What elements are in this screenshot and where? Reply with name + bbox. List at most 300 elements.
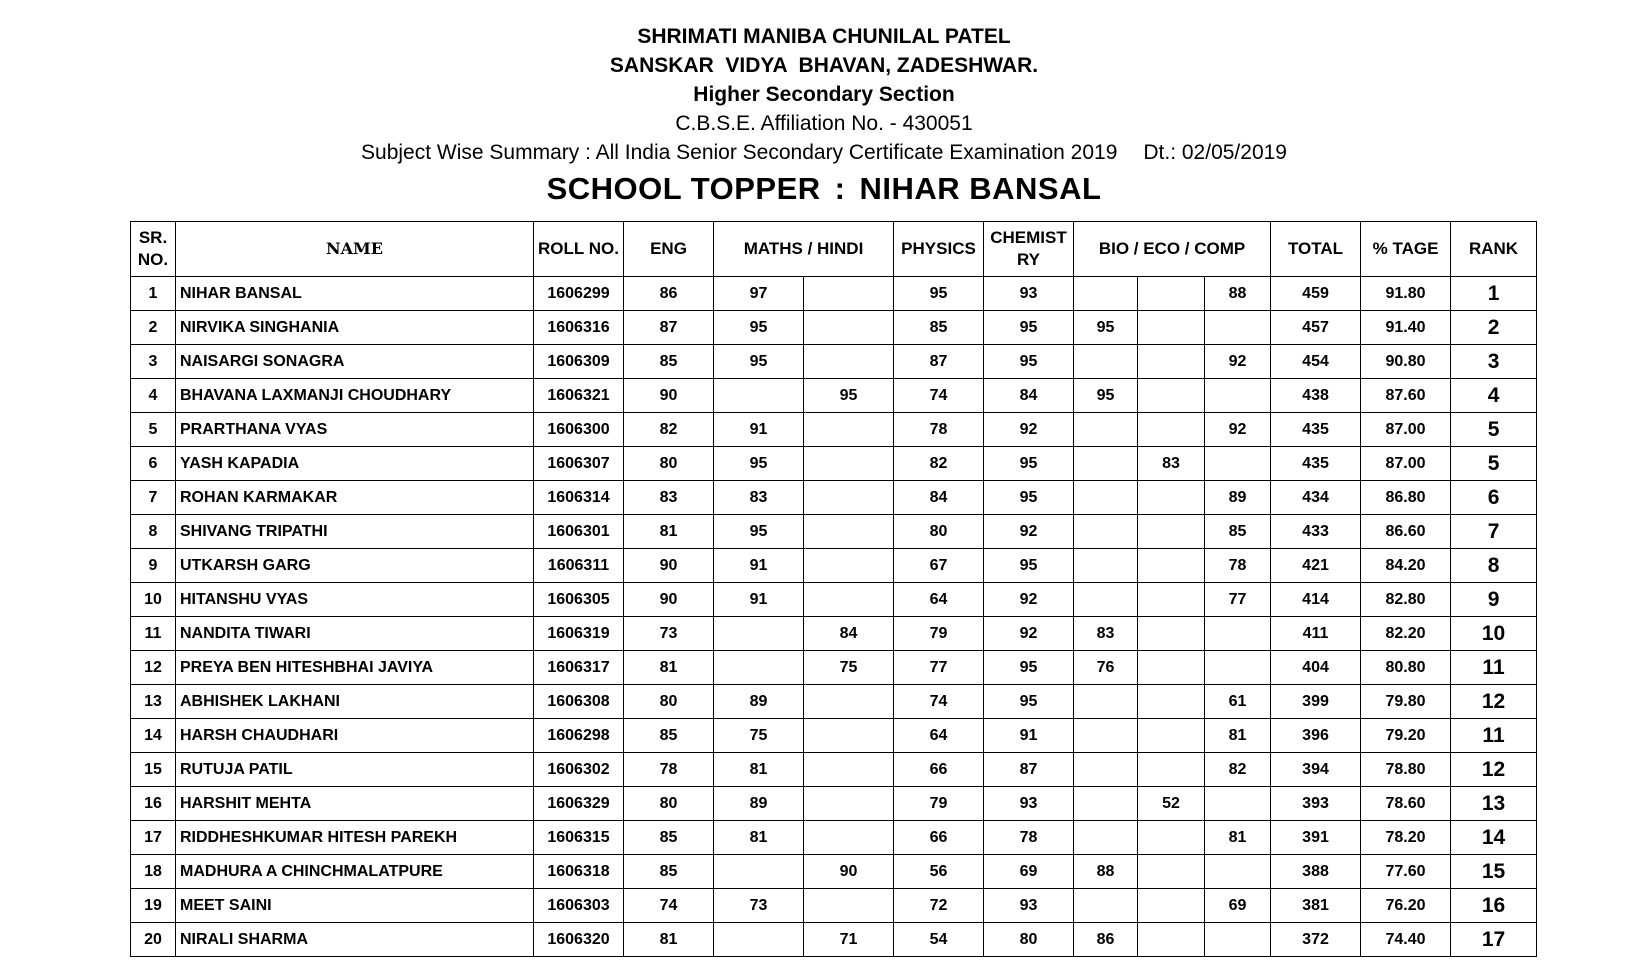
rank-cell: 10	[1451, 617, 1537, 651]
header-maths-hindi: MATHS / HINDI	[714, 222, 894, 277]
comp-marks-cell: 92	[1205, 345, 1271, 379]
roll-no-cell: 1606311	[534, 549, 624, 583]
percentage-cell: 78.20	[1361, 821, 1451, 855]
table-header-row	[131, 222, 1537, 277]
sr-no-cell: 8	[131, 515, 176, 549]
table-row	[131, 277, 1537, 311]
comp-marks-cell	[1205, 923, 1271, 957]
bio-marks-cell	[1074, 277, 1138, 311]
results-table	[130, 221, 1537, 957]
hindi-marks-cell	[804, 277, 894, 311]
percentage-cell: 79.20	[1361, 719, 1451, 753]
roll-no-cell: 1606309	[534, 345, 624, 379]
hindi-marks-cell	[804, 889, 894, 923]
maths-marks-cell	[714, 651, 804, 685]
chemistry-marks-cell: 69	[984, 855, 1074, 889]
rank-cell: 4	[1451, 379, 1537, 413]
sr-no-cell: 5	[131, 413, 176, 447]
total-marks-cell: 457	[1271, 311, 1361, 345]
eng-marks-cell: 74	[624, 889, 714, 923]
percentage-cell: 91.40	[1361, 311, 1451, 345]
chemistry-marks-cell: 93	[984, 277, 1074, 311]
eco-marks-cell	[1138, 889, 1205, 923]
chemistry-marks-cell: 93	[984, 889, 1074, 923]
eng-marks-cell: 85	[624, 719, 714, 753]
percentage-cell: 91.80	[1361, 277, 1451, 311]
hindi-marks-cell	[804, 753, 894, 787]
eng-marks-cell: 85	[624, 821, 714, 855]
rank-cell: 12	[1451, 753, 1537, 787]
percentage-cell: 87.00	[1361, 447, 1451, 481]
comp-marks-cell: 81	[1205, 821, 1271, 855]
student-name-cell: NAISARGI SONAGRA	[176, 345, 534, 379]
total-marks-cell: 394	[1271, 753, 1361, 787]
student-name-cell: UTKARSH GARG	[176, 549, 534, 583]
rank-cell: 2	[1451, 311, 1537, 345]
sr-no-cell: 7	[131, 481, 176, 515]
comp-marks-cell: 85	[1205, 515, 1271, 549]
eng-marks-cell: 83	[624, 481, 714, 515]
header-chemistry: CHEMIST RY	[984, 222, 1074, 277]
hindi-marks-cell	[804, 413, 894, 447]
sr-no-cell: 6	[131, 447, 176, 481]
eco-marks-cell	[1138, 481, 1205, 515]
physics-marks-cell: 67	[894, 549, 984, 583]
rank-cell: 6	[1451, 481, 1537, 515]
hindi-marks-cell: 95	[804, 379, 894, 413]
chemistry-marks-cell: 92	[984, 413, 1074, 447]
eco-marks-cell	[1138, 583, 1205, 617]
sr-no-cell: 20	[131, 923, 176, 957]
physics-marks-cell: 78	[894, 413, 984, 447]
chemistry-marks-cell: 91	[984, 719, 1074, 753]
comp-marks-cell	[1205, 855, 1271, 889]
student-name-cell: ROHAN KARMAKAR	[176, 481, 534, 515]
percentage-cell: 78.60	[1361, 787, 1451, 821]
topper-name: NIHAR BANSAL	[859, 171, 1102, 206]
table-row	[131, 447, 1537, 481]
rank-cell: 13	[1451, 787, 1537, 821]
physics-marks-cell: 56	[894, 855, 984, 889]
student-name-cell: HARSHIT MEHTA	[176, 787, 534, 821]
rank-cell: 9	[1451, 583, 1537, 617]
comp-marks-cell: 69	[1205, 889, 1271, 923]
maths-marks-cell: 91	[714, 413, 804, 447]
hindi-marks-cell: 71	[804, 923, 894, 957]
maths-marks-cell: 97	[714, 277, 804, 311]
maths-marks-cell: 95	[714, 345, 804, 379]
bio-marks-cell	[1074, 719, 1138, 753]
sr-no-cell: 16	[131, 787, 176, 821]
total-marks-cell: 414	[1271, 583, 1361, 617]
chemistry-marks-cell: 84	[984, 379, 1074, 413]
chemistry-marks-cell: 95	[984, 345, 1074, 379]
eco-marks-cell	[1138, 753, 1205, 787]
document-date: Dt.: 02/05/2019	[1143, 141, 1287, 164]
maths-marks-cell: 91	[714, 549, 804, 583]
rank-cell: 16	[1451, 889, 1537, 923]
chemistry-marks-cell: 78	[984, 821, 1074, 855]
hindi-marks-cell	[804, 345, 894, 379]
school-name-line2: SANSKAR VIDYA BHAVAN, ZADESHWAR.	[609, 54, 1039, 77]
maths-marks-cell	[714, 379, 804, 413]
chemistry-marks-cell: 92	[984, 617, 1074, 651]
table-row	[131, 481, 1537, 515]
sr-no-cell: 9	[131, 549, 176, 583]
roll-no-cell: 1606314	[534, 481, 624, 515]
chemistry-marks-cell: 95	[984, 685, 1074, 719]
rank-cell: 5	[1451, 413, 1537, 447]
physics-marks-cell: 54	[894, 923, 984, 957]
sr-no-cell: 17	[131, 821, 176, 855]
bio-marks-cell	[1074, 345, 1138, 379]
percentage-cell: 80.80	[1361, 651, 1451, 685]
student-name-cell: HITANSHU VYAS	[176, 583, 534, 617]
hindi-marks-cell: 75	[804, 651, 894, 685]
comp-marks-cell	[1205, 787, 1271, 821]
table-row	[131, 855, 1537, 889]
header-sr-no: SR. NO.	[131, 222, 176, 277]
hindi-marks-cell	[804, 515, 894, 549]
roll-no-cell: 1606316	[534, 311, 624, 345]
percentage-cell: 78.80	[1361, 753, 1451, 787]
roll-no-cell: 1606320	[534, 923, 624, 957]
comp-marks-cell	[1205, 651, 1271, 685]
comp-marks-cell: 88	[1205, 277, 1271, 311]
eco-marks-cell	[1138, 923, 1205, 957]
physics-marks-cell: 74	[894, 685, 984, 719]
chemistry-marks-cell: 93	[984, 787, 1074, 821]
total-marks-cell: 396	[1271, 719, 1361, 753]
table-row	[131, 889, 1537, 923]
total-marks-cell: 399	[1271, 685, 1361, 719]
total-marks-cell: 459	[1271, 277, 1361, 311]
total-marks-cell: 435	[1271, 413, 1361, 447]
eng-marks-cell: 90	[624, 583, 714, 617]
eco-marks-cell: 52	[1138, 787, 1205, 821]
affiliation-number: C.B.S.E. Affiliation No. - 430051	[675, 112, 973, 135]
total-marks-cell: 433	[1271, 515, 1361, 549]
physics-marks-cell: 95	[894, 277, 984, 311]
student-name-cell: MEET SAINI	[176, 889, 534, 923]
student-name-cell: NIRALI SHARMA	[176, 923, 534, 957]
comp-marks-cell: 77	[1205, 583, 1271, 617]
hindi-marks-cell	[804, 549, 894, 583]
chemistry-marks-cell: 92	[984, 515, 1074, 549]
maths-marks-cell: 81	[714, 821, 804, 855]
total-marks-cell: 435	[1271, 447, 1361, 481]
student-name-cell: PRARTHANA VYAS	[176, 413, 534, 447]
chemistry-marks-cell: 92	[984, 583, 1074, 617]
table-row	[131, 651, 1537, 685]
bio-marks-cell	[1074, 413, 1138, 447]
roll-no-cell: 1606321	[534, 379, 624, 413]
comp-marks-cell: 61	[1205, 685, 1271, 719]
hindi-marks-cell	[804, 821, 894, 855]
eng-marks-cell: 90	[624, 549, 714, 583]
physics-marks-cell: 79	[894, 787, 984, 821]
bio-marks-cell	[1074, 889, 1138, 923]
summary-text: Subject Wise Summary : All India Senior Secondary Certificate Examination 2019	[361, 141, 1118, 164]
total-marks-cell: 411	[1271, 617, 1361, 651]
comp-marks-cell: 89	[1205, 481, 1271, 515]
hindi-marks-cell	[804, 311, 894, 345]
rank-cell: 7	[1451, 515, 1537, 549]
eco-marks-cell: 83	[1138, 447, 1205, 481]
eng-marks-cell: 73	[624, 617, 714, 651]
bio-marks-cell	[1074, 685, 1138, 719]
roll-no-cell: 1606302	[534, 753, 624, 787]
eco-marks-cell	[1138, 719, 1205, 753]
total-marks-cell: 391	[1271, 821, 1361, 855]
total-marks-cell: 438	[1271, 379, 1361, 413]
percentage-cell: 86.80	[1361, 481, 1451, 515]
percentage-cell: 90.80	[1361, 345, 1451, 379]
table-row	[131, 787, 1537, 821]
sr-no-cell: 4	[131, 379, 176, 413]
bio-marks-cell	[1074, 481, 1138, 515]
student-name-cell: RIDDHESHKUMAR HITESH PAREKH	[176, 821, 534, 855]
eng-marks-cell: 81	[624, 651, 714, 685]
table-row	[131, 379, 1537, 413]
sr-no-cell: 15	[131, 753, 176, 787]
bio-marks-cell	[1074, 447, 1138, 481]
eco-marks-cell	[1138, 685, 1205, 719]
bio-marks-cell: 95	[1074, 311, 1138, 345]
maths-marks-cell: 91	[714, 583, 804, 617]
total-marks-cell: 393	[1271, 787, 1361, 821]
rank-cell: 14	[1451, 821, 1537, 855]
eng-marks-cell: 90	[624, 379, 714, 413]
physics-marks-cell: 72	[894, 889, 984, 923]
roll-no-cell: 1606315	[534, 821, 624, 855]
physics-marks-cell: 84	[894, 481, 984, 515]
eco-marks-cell	[1138, 549, 1205, 583]
student-name-cell: BHAVANA LAXMANJI CHOUDHARY	[176, 379, 534, 413]
bio-marks-cell	[1074, 583, 1138, 617]
percentage-cell: 76.20	[1361, 889, 1451, 923]
physics-marks-cell: 79	[894, 617, 984, 651]
hindi-marks-cell	[804, 719, 894, 753]
total-marks-cell: 421	[1271, 549, 1361, 583]
bio-marks-cell: 83	[1074, 617, 1138, 651]
percentage-cell: 82.80	[1361, 583, 1451, 617]
chemistry-marks-cell: 95	[984, 311, 1074, 345]
maths-marks-cell	[714, 617, 804, 651]
comp-marks-cell	[1205, 447, 1271, 481]
comp-marks-cell	[1205, 379, 1271, 413]
eng-marks-cell: 78	[624, 753, 714, 787]
roll-no-cell: 1606318	[534, 855, 624, 889]
chemistry-marks-cell: 80	[984, 923, 1074, 957]
rank-cell: 1	[1451, 277, 1537, 311]
table-row	[131, 923, 1537, 957]
maths-marks-cell: 89	[714, 685, 804, 719]
chemistry-marks-cell: 95	[984, 447, 1074, 481]
student-name-cell: YASH KAPADIA	[176, 447, 534, 481]
header-physics: PHYSICS	[894, 222, 984, 277]
eco-marks-cell	[1138, 855, 1205, 889]
chemistry-marks-cell: 95	[984, 481, 1074, 515]
maths-marks-cell: 95	[714, 447, 804, 481]
eng-marks-cell: 81	[624, 515, 714, 549]
chemistry-marks-cell: 95	[984, 651, 1074, 685]
physics-marks-cell: 64	[894, 719, 984, 753]
document-header	[0, 22, 1648, 209]
table-row	[131, 345, 1537, 379]
physics-marks-cell: 87	[894, 345, 984, 379]
summary-line	[0, 138, 1648, 167]
rank-cell: 3	[1451, 345, 1537, 379]
student-name-cell: RUTUJA PATIL	[176, 753, 534, 787]
maths-marks-cell: 83	[714, 481, 804, 515]
student-name-cell: PREYA BEN HITESHBHAI JAVIYA	[176, 651, 534, 685]
maths-marks-cell	[714, 855, 804, 889]
rank-cell: 11	[1451, 651, 1537, 685]
percentage-cell: 87.00	[1361, 413, 1451, 447]
header-total: TOTAL	[1271, 222, 1361, 277]
student-name-cell: MADHURA A CHINCHMALATPURE	[176, 855, 534, 889]
total-marks-cell: 372	[1271, 923, 1361, 957]
hindi-marks-cell	[804, 787, 894, 821]
percentage-cell: 84.20	[1361, 549, 1451, 583]
table-row	[131, 413, 1537, 447]
roll-no-cell: 1606308	[534, 685, 624, 719]
school-topper-line	[0, 169, 1648, 209]
bio-marks-cell	[1074, 753, 1138, 787]
comp-marks-cell	[1205, 617, 1271, 651]
bio-marks-cell	[1074, 821, 1138, 855]
eng-marks-cell: 80	[624, 447, 714, 481]
header-roll-no: ROLL NO.	[534, 222, 624, 277]
eco-marks-cell	[1138, 413, 1205, 447]
maths-marks-cell	[714, 923, 804, 957]
sr-no-cell: 1	[131, 277, 176, 311]
topper-label: SCHOOL TOPPER	[546, 171, 821, 206]
maths-marks-cell: 95	[714, 311, 804, 345]
topper-colon: :	[834, 171, 846, 206]
section-name: Higher Secondary Section	[693, 83, 955, 106]
comp-marks-cell: 92	[1205, 413, 1271, 447]
bio-marks-cell: 88	[1074, 855, 1138, 889]
student-name-cell: NIRVIKA SINGHANIA	[176, 311, 534, 345]
eco-marks-cell	[1138, 515, 1205, 549]
bio-marks-cell: 76	[1074, 651, 1138, 685]
comp-marks-cell	[1205, 311, 1271, 345]
sr-no-cell: 12	[131, 651, 176, 685]
table-row	[131, 583, 1537, 617]
student-name-cell: NANDITA TIWARI	[176, 617, 534, 651]
comp-marks-cell: 82	[1205, 753, 1271, 787]
maths-marks-cell: 73	[714, 889, 804, 923]
table-row	[131, 753, 1537, 787]
student-name-cell: NIHAR BANSAL	[176, 277, 534, 311]
maths-marks-cell: 95	[714, 515, 804, 549]
eco-marks-cell	[1138, 311, 1205, 345]
physics-marks-cell: 74	[894, 379, 984, 413]
percentage-cell: 74.40	[1361, 923, 1451, 957]
bio-marks-cell	[1074, 515, 1138, 549]
rank-cell: 11	[1451, 719, 1537, 753]
total-marks-cell: 404	[1271, 651, 1361, 685]
total-marks-cell: 454	[1271, 345, 1361, 379]
maths-marks-cell: 75	[714, 719, 804, 753]
sr-no-cell: 11	[131, 617, 176, 651]
table-row	[131, 311, 1537, 345]
roll-no-cell: 1606299	[534, 277, 624, 311]
sr-no-cell: 2	[131, 311, 176, 345]
total-marks-cell: 434	[1271, 481, 1361, 515]
percentage-cell: 79.80	[1361, 685, 1451, 719]
roll-no-cell: 1606329	[534, 787, 624, 821]
percentage-cell: 82.20	[1361, 617, 1451, 651]
hindi-marks-cell: 84	[804, 617, 894, 651]
chemistry-marks-cell: 95	[984, 549, 1074, 583]
chemistry-marks-cell: 87	[984, 753, 1074, 787]
comp-marks-cell: 78	[1205, 549, 1271, 583]
header-eng: ENG	[624, 222, 714, 277]
maths-marks-cell: 81	[714, 753, 804, 787]
percentage-cell: 77.60	[1361, 855, 1451, 889]
comp-marks-cell: 81	[1205, 719, 1271, 753]
table-row	[131, 515, 1537, 549]
hindi-marks-cell	[804, 583, 894, 617]
rank-cell: 5	[1451, 447, 1537, 481]
percentage-cell: 87.60	[1361, 379, 1451, 413]
hindi-marks-cell	[804, 685, 894, 719]
eco-marks-cell	[1138, 617, 1205, 651]
rank-cell: 17	[1451, 923, 1537, 957]
eng-marks-cell: 85	[624, 855, 714, 889]
student-name-cell: ABHISHEK LAKHANI	[176, 685, 534, 719]
table-row	[131, 617, 1537, 651]
roll-no-cell: 1606300	[534, 413, 624, 447]
roll-no-cell: 1606319	[534, 617, 624, 651]
sr-no-cell: 14	[131, 719, 176, 753]
hindi-marks-cell: 90	[804, 855, 894, 889]
bio-marks-cell	[1074, 787, 1138, 821]
rank-cell: 8	[1451, 549, 1537, 583]
rank-cell: 12	[1451, 685, 1537, 719]
physics-marks-cell: 77	[894, 651, 984, 685]
physics-marks-cell: 82	[894, 447, 984, 481]
sr-no-cell: 3	[131, 345, 176, 379]
eng-marks-cell: 80	[624, 685, 714, 719]
table-row	[131, 685, 1537, 719]
school-name-line1: SHRIMATI MANIBA CHUNILAL PATEL	[637, 25, 1011, 48]
eco-marks-cell	[1138, 651, 1205, 685]
physics-marks-cell: 85	[894, 311, 984, 345]
roll-no-cell: 1606317	[534, 651, 624, 685]
header-percentage: % TAGE	[1361, 222, 1451, 277]
total-marks-cell: 388	[1271, 855, 1361, 889]
roll-no-cell: 1606307	[534, 447, 624, 481]
roll-no-cell: 1606303	[534, 889, 624, 923]
hindi-marks-cell	[804, 481, 894, 515]
sr-no-cell: 19	[131, 889, 176, 923]
sr-no-cell: 10	[131, 583, 176, 617]
roll-no-cell: 1606301	[534, 515, 624, 549]
rank-cell: 15	[1451, 855, 1537, 889]
sr-no-cell: 18	[131, 855, 176, 889]
header-bio-eco-comp: BIO / ECO / COMP	[1074, 222, 1271, 277]
table-row	[131, 719, 1537, 753]
bio-marks-cell	[1074, 549, 1138, 583]
physics-marks-cell: 66	[894, 821, 984, 855]
physics-marks-cell: 66	[894, 753, 984, 787]
eco-marks-cell	[1138, 821, 1205, 855]
table-row	[131, 549, 1537, 583]
